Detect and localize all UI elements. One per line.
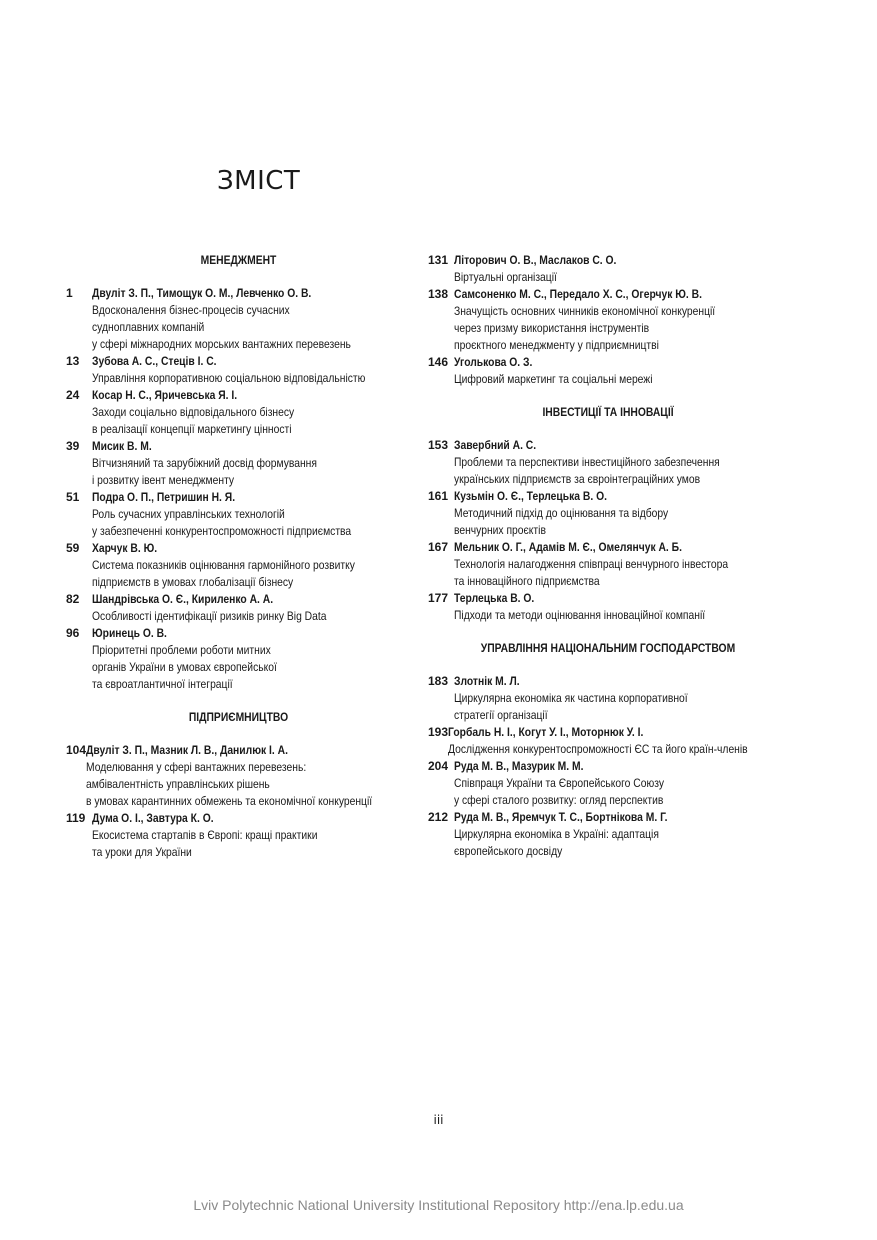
- toc-article-title-line: Вдосконалення бізнес-процесів сучасних: [92, 303, 290, 317]
- toc-page-number: 146: [428, 355, 449, 369]
- toc-article-title-line: у сфері сталого розвитку: огляд перспектив: [454, 793, 664, 807]
- toc-authors: Дума О. І., Завтура К. О.: [92, 811, 214, 825]
- toc-article-title-line: Підходи та методи оцінювання інноваційної компанії: [454, 608, 706, 622]
- toc-authors: Завербний А. С.: [454, 438, 537, 452]
- toc-entry[interactable]: [66, 591, 411, 625]
- toc-page-number: 59: [66, 541, 80, 555]
- toc-article-title-line: через призму використання інструментів: [454, 321, 650, 335]
- toc-article-title-line: Екосистема стартапів в Європі: кращі практики: [92, 828, 318, 842]
- toc-page-number: 119: [66, 811, 86, 825]
- toc-article-title-line: підприємств в умовах глобалізації бізнесу: [92, 575, 294, 589]
- toc-entry[interactable]: [66, 625, 411, 693]
- toc-article-title-line: Пріоритетні проблеми роботи митних: [92, 643, 271, 657]
- toc-page-number: 183: [428, 674, 449, 688]
- toc-article-title-line: і розвитку івент менеджменту: [92, 473, 235, 487]
- section-heading: ІНВЕСТИЦІЇ ТА ІННОВАЦІЇ: [542, 405, 674, 419]
- toc-page-number: 161: [428, 489, 449, 503]
- toc-article-title-line: та євроатлантичної інтеграції: [92, 677, 233, 691]
- toc-page-number: 131: [428, 253, 449, 267]
- toc-article-title-line: Співпраця України та Європейського Союзу: [454, 776, 664, 790]
- toc-article-title-line: венчурних проєктів: [454, 523, 546, 537]
- toc-entry[interactable]: [428, 488, 788, 539]
- toc-article-title-line: українських підприємств за євроінтеграційних умов: [454, 472, 701, 486]
- section-heading: МЕНЕДЖМЕНТ: [200, 253, 277, 267]
- toc-article-title-line: Особливості ідентифікації ризиків ринку Big Data: [92, 609, 327, 623]
- section-heading: ПІДПРИЄМНИЦТВО: [188, 710, 289, 724]
- toc-article-title-line: Віртуальні організації: [454, 270, 557, 284]
- page-title: ЗМІСТ: [217, 166, 301, 196]
- toc-authors: Косар Н. С., Яричевська Я. І.: [92, 388, 238, 402]
- toc-page-number: 204: [428, 759, 449, 773]
- toc-authors: Зубова А. С., Стеців І. С.: [92, 354, 217, 368]
- toc-authors: Злотнік М. Л.: [454, 674, 520, 688]
- toc-entry[interactable]: [66, 285, 411, 353]
- toc-authors: Юринець О. В.: [92, 626, 167, 640]
- toc-authors: Двуліт З. П., Тимощук О. М., Левченко О. В.: [92, 286, 312, 300]
- toc-entry[interactable]: [428, 539, 788, 590]
- toc-entry[interactable]: [66, 742, 411, 810]
- toc-article-title-line: проєктного менеджменту у підприємництві: [454, 338, 659, 352]
- toc-article-title-line: Вітчизняний та зарубіжний досвід формування: [92, 456, 317, 470]
- toc-authors: Кузьмін О. Є., Терлецька В. О.: [454, 489, 607, 503]
- toc-article-title-line: у забезпеченні конкурентоспроможності підприємства: [92, 524, 352, 538]
- toc-article-title-line: Проблеми та перспективи інвестиційного забезпечення: [454, 455, 720, 469]
- toc-page-number: 212: [428, 810, 449, 824]
- toc-article-title-line: європейського досвіду: [454, 844, 563, 858]
- toc-entry[interactable]: [428, 724, 788, 758]
- page-number: iii: [433, 1113, 444, 1127]
- toc-article-title-line: Значущість основних чинників економічної конкуренції: [454, 304, 716, 318]
- toc-entry[interactable]: [428, 286, 788, 354]
- toc-authors: Руда М. В., Яремчук Т. С., Бортнікова М. Г.: [454, 810, 668, 824]
- toc-article-title-line: Система показників оцінювання гармонійного розвитку: [92, 558, 355, 572]
- toc-entry[interactable]: [428, 673, 788, 724]
- toc-article-title-line: в реалізації концепції маркетингу цінності: [92, 422, 292, 436]
- toc-authors: Літорович О. В., Маслаков С. О.: [454, 253, 617, 267]
- toc-article-title-line: та інноваційного підприємства: [454, 574, 600, 588]
- toc-entry[interactable]: [66, 540, 411, 591]
- toc-entry[interactable]: [66, 387, 411, 438]
- toc-left-column: [66, 252, 411, 861]
- toc-article-title-line: стратегії організації: [454, 708, 548, 722]
- toc-page-number: 39: [66, 439, 80, 453]
- toc-entry[interactable]: [428, 590, 788, 624]
- toc-article-title-line: Цифровий маркетинг та соціальні мережі: [454, 372, 653, 386]
- toc-article-title-line: Управління корпоративною соціальною відповідальністю: [92, 371, 366, 385]
- repository-footer: Lviv Polytechnic National University Institutional Repository http://ena.lp.edu.ua: [193, 1197, 684, 1213]
- toc-page-number: 138: [428, 287, 449, 301]
- toc-article-title-line: та уроки для України: [92, 845, 192, 859]
- toc-authors: Двуліт З. П., Мазник Л. В., Данилюк І. А.: [86, 743, 288, 757]
- toc-authors: Руда М. В., Мазурик М. М.: [454, 759, 584, 773]
- toc-authors: Самсоненко М. С., Передало Х. С., Огерчук Ю. В.: [454, 287, 702, 301]
- toc-entry[interactable]: [66, 353, 411, 387]
- toc-entry[interactable]: [428, 354, 788, 388]
- toc-article-title-line: Методичний підхід до оцінювання та відбору: [454, 506, 669, 520]
- toc-article-title-line: амбівалентність управлінських рішень: [86, 777, 270, 791]
- toc-entry[interactable]: [66, 489, 411, 540]
- toc-page-number: 193: [428, 725, 449, 739]
- toc-article-title-line: Циркулярна економіка як частина корпоративної: [454, 691, 688, 705]
- toc-authors: Мельник О. Г., Адамів М. Є., Омелянчук А. Б.: [454, 540, 682, 554]
- toc-entry[interactable]: [428, 437, 788, 488]
- toc-page-number: 177: [428, 591, 449, 605]
- toc-entry[interactable]: [428, 252, 788, 286]
- toc-article-title-line: у сфері міжнародних морських вантажних перевезень: [92, 337, 351, 351]
- toc-entry[interactable]: [66, 810, 411, 861]
- toc-page-number: 51: [66, 490, 80, 504]
- toc-right-column: [428, 252, 788, 860]
- toc-article-title-line: органів України в умовах європейської: [92, 660, 277, 674]
- toc-authors: Уголькова О. З.: [454, 355, 533, 369]
- toc-article-title-line: Дослідження конкурентоспроможності ЄС та його країн-членів: [448, 742, 748, 756]
- toc-article-title-line: Циркулярна економіка в Україні: адаптація: [454, 827, 659, 841]
- toc-page-number: 153: [428, 438, 449, 452]
- toc-authors: Горбаль Н. І., Когут У. І., Моторнюк У. І.: [448, 725, 644, 739]
- toc-page-number: 96: [66, 626, 80, 640]
- toc-authors: Мисик В. М.: [92, 439, 152, 453]
- section-heading: УПРАВЛІННЯ НАЦІОНАЛЬНИМ ГОСПОДАРСТВОМ: [480, 641, 736, 655]
- toc-page-number: 167: [428, 540, 449, 554]
- toc-entry[interactable]: [428, 809, 788, 860]
- toc-page-number: 104: [66, 743, 87, 757]
- toc-article-title-line: Заходи соціально відповідального бізнесу: [92, 405, 295, 419]
- toc-article-title-line: Моделювання у сфері вантажних перевезень:: [86, 760, 307, 774]
- toc-article-title-line: в умовах карантинних обмежень та економічної конкуренції: [86, 794, 373, 808]
- toc-article-title-line: Роль сучасних управлінських технологій: [92, 507, 285, 521]
- toc-entry[interactable]: [66, 438, 411, 489]
- toc-page-number: 1: [66, 286, 73, 300]
- toc-article-title-line: судноплавних компаній: [92, 320, 205, 334]
- toc-authors: Терлецька В. О.: [454, 591, 535, 605]
- toc-article-title-line: Технологія налагодження співпраці венчурного інвестора: [454, 557, 729, 571]
- toc-authors: Подра О. П., Петришин Н. Я.: [92, 490, 236, 504]
- toc-authors: Шандрівська О. Є., Кириленко А. А.: [92, 592, 274, 606]
- toc-page-number: 82: [66, 592, 80, 606]
- toc-entry[interactable]: [428, 758, 788, 809]
- toc-page-number: 13: [66, 354, 80, 368]
- toc-authors: Харчук В. Ю.: [92, 541, 158, 555]
- toc-page-number: 24: [66, 388, 80, 402]
